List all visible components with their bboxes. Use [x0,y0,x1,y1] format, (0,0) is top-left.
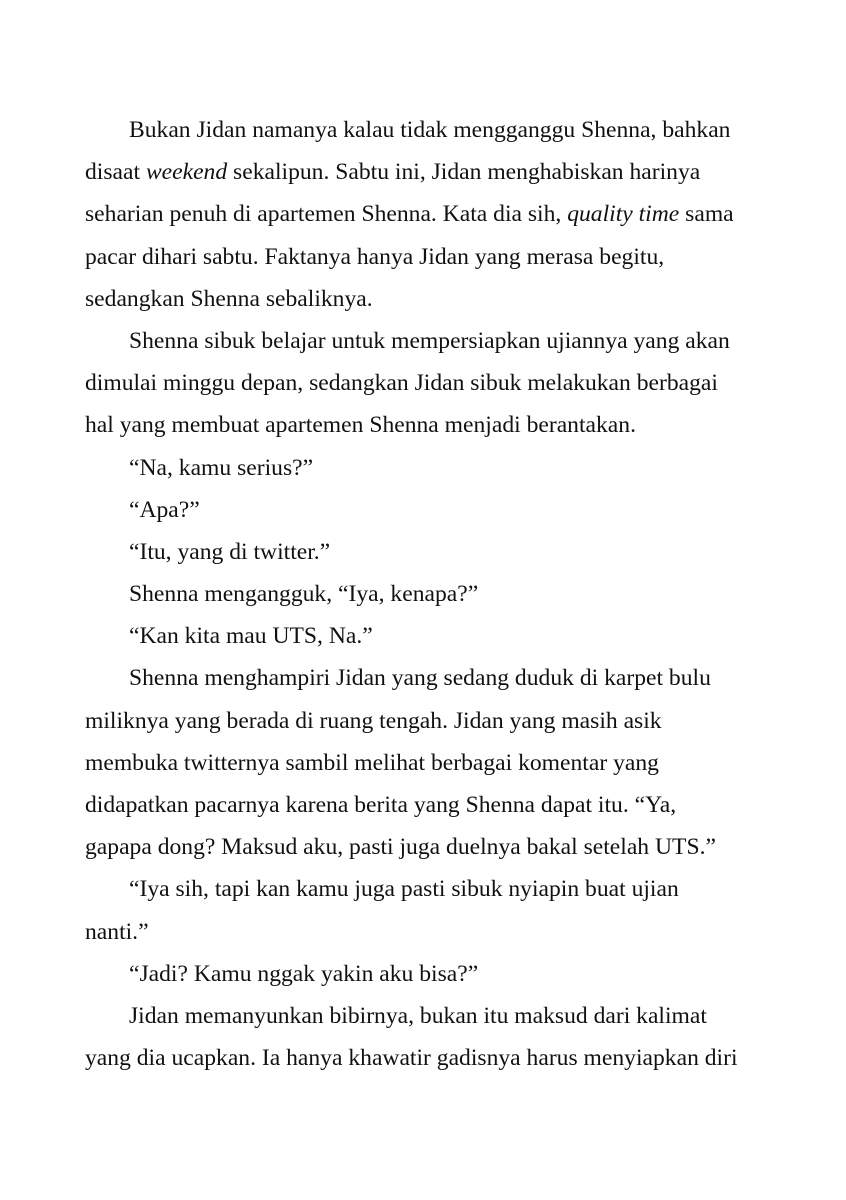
text-line [85,278,775,320]
body-text [85,109,775,1079]
text-line [85,868,775,910]
text-segment: Bukan Jidan namanya kalau tidak mengganggu Shenna, bahkan [129,117,731,143]
text-segment: pacar dihari sabtu. Faktanya hanya Jidan yang merasa begitu, [85,243,665,270]
text-line [85,531,775,573]
text-line [85,404,775,446]
text-segment: “Kan kita mau UTS, Na.” [129,623,373,650]
text-segment: “Na, kamu serius?” [129,454,314,481]
text-line [85,657,775,699]
text-line [85,109,775,151]
text-segment: miliknya yang berada di ruang tengah. Jidan yang masih asik [85,707,662,734]
text-line [85,995,775,1037]
text-segment: disaat [85,159,146,186]
text-segment: seharian penuh di apartemen Shenna. Kata dia sih, [85,201,568,228]
text-segment: hal yang membuat apartemen Shenna menjadi berantakan. [85,412,636,439]
text-line [85,784,775,826]
text-line [85,362,775,404]
text-line [85,742,775,784]
text-segment: “Jadi? Kamu nggak yakin aku bisa?” [129,960,479,987]
text-line [85,236,775,278]
text-line [85,826,775,868]
text-line [85,151,775,193]
text-segment: sekalipun. Sabtu ini, Jidan menghabiskan harinya [227,159,701,186]
text-segment: “Apa?” [129,496,200,523]
text-segment: Shenna mengangguk, “Iya, kenapa?” [129,581,479,608]
text-segment: “Iya sih, tapi kan kamu juga pasti sibuk nyiapin buat ujian [129,876,679,903]
text-line [85,573,775,615]
text-line [85,320,775,362]
text-segment: dimulai minggu depan, sedangkan Jidan sibuk melakukan berbagai [85,370,718,397]
text-line [85,615,775,657]
text-segment: sama [679,201,734,228]
text-segment: Shenna sibuk belajar untuk mempersiapkan ujiannya yang akan [129,327,730,354]
text-segment: Shenna menghampiri Jidan yang sedang duduk di karpet bulu [129,665,711,692]
text-line [85,953,775,995]
text-segment: sedangkan Shenna sebaliknya. [85,285,373,312]
text-segment: nanti.” [85,918,149,945]
text-segment: yang dia ucapkan. Ia hanya khawatir gadisnya harus menyiapkan diri [85,1045,738,1072]
text-segment: membuka twitternya sambil melihat berbagai komentar yang [85,749,659,776]
text-line [85,447,775,489]
text-line [85,489,775,531]
text-line [85,700,775,742]
text-line [85,193,775,235]
text-segment: didapatkan pacarnya karena berita yang Shenna dapat itu. “Ya, [85,792,677,818]
italic-text-segment: weekend [145,159,228,186]
text-segment: “Itu, yang di twitter.” [129,538,331,565]
text-line [85,911,775,953]
text-segment: gapapa dong? Maksud aku, pasti juga duelnya bakal setelah UTS.” [85,834,716,861]
text-line [85,1037,775,1079]
text-segment: Jidan memanyunkan bibirnya, bukan itu maksud dari kalimat [129,1002,707,1029]
italic-text-segment: quality time [567,201,680,228]
